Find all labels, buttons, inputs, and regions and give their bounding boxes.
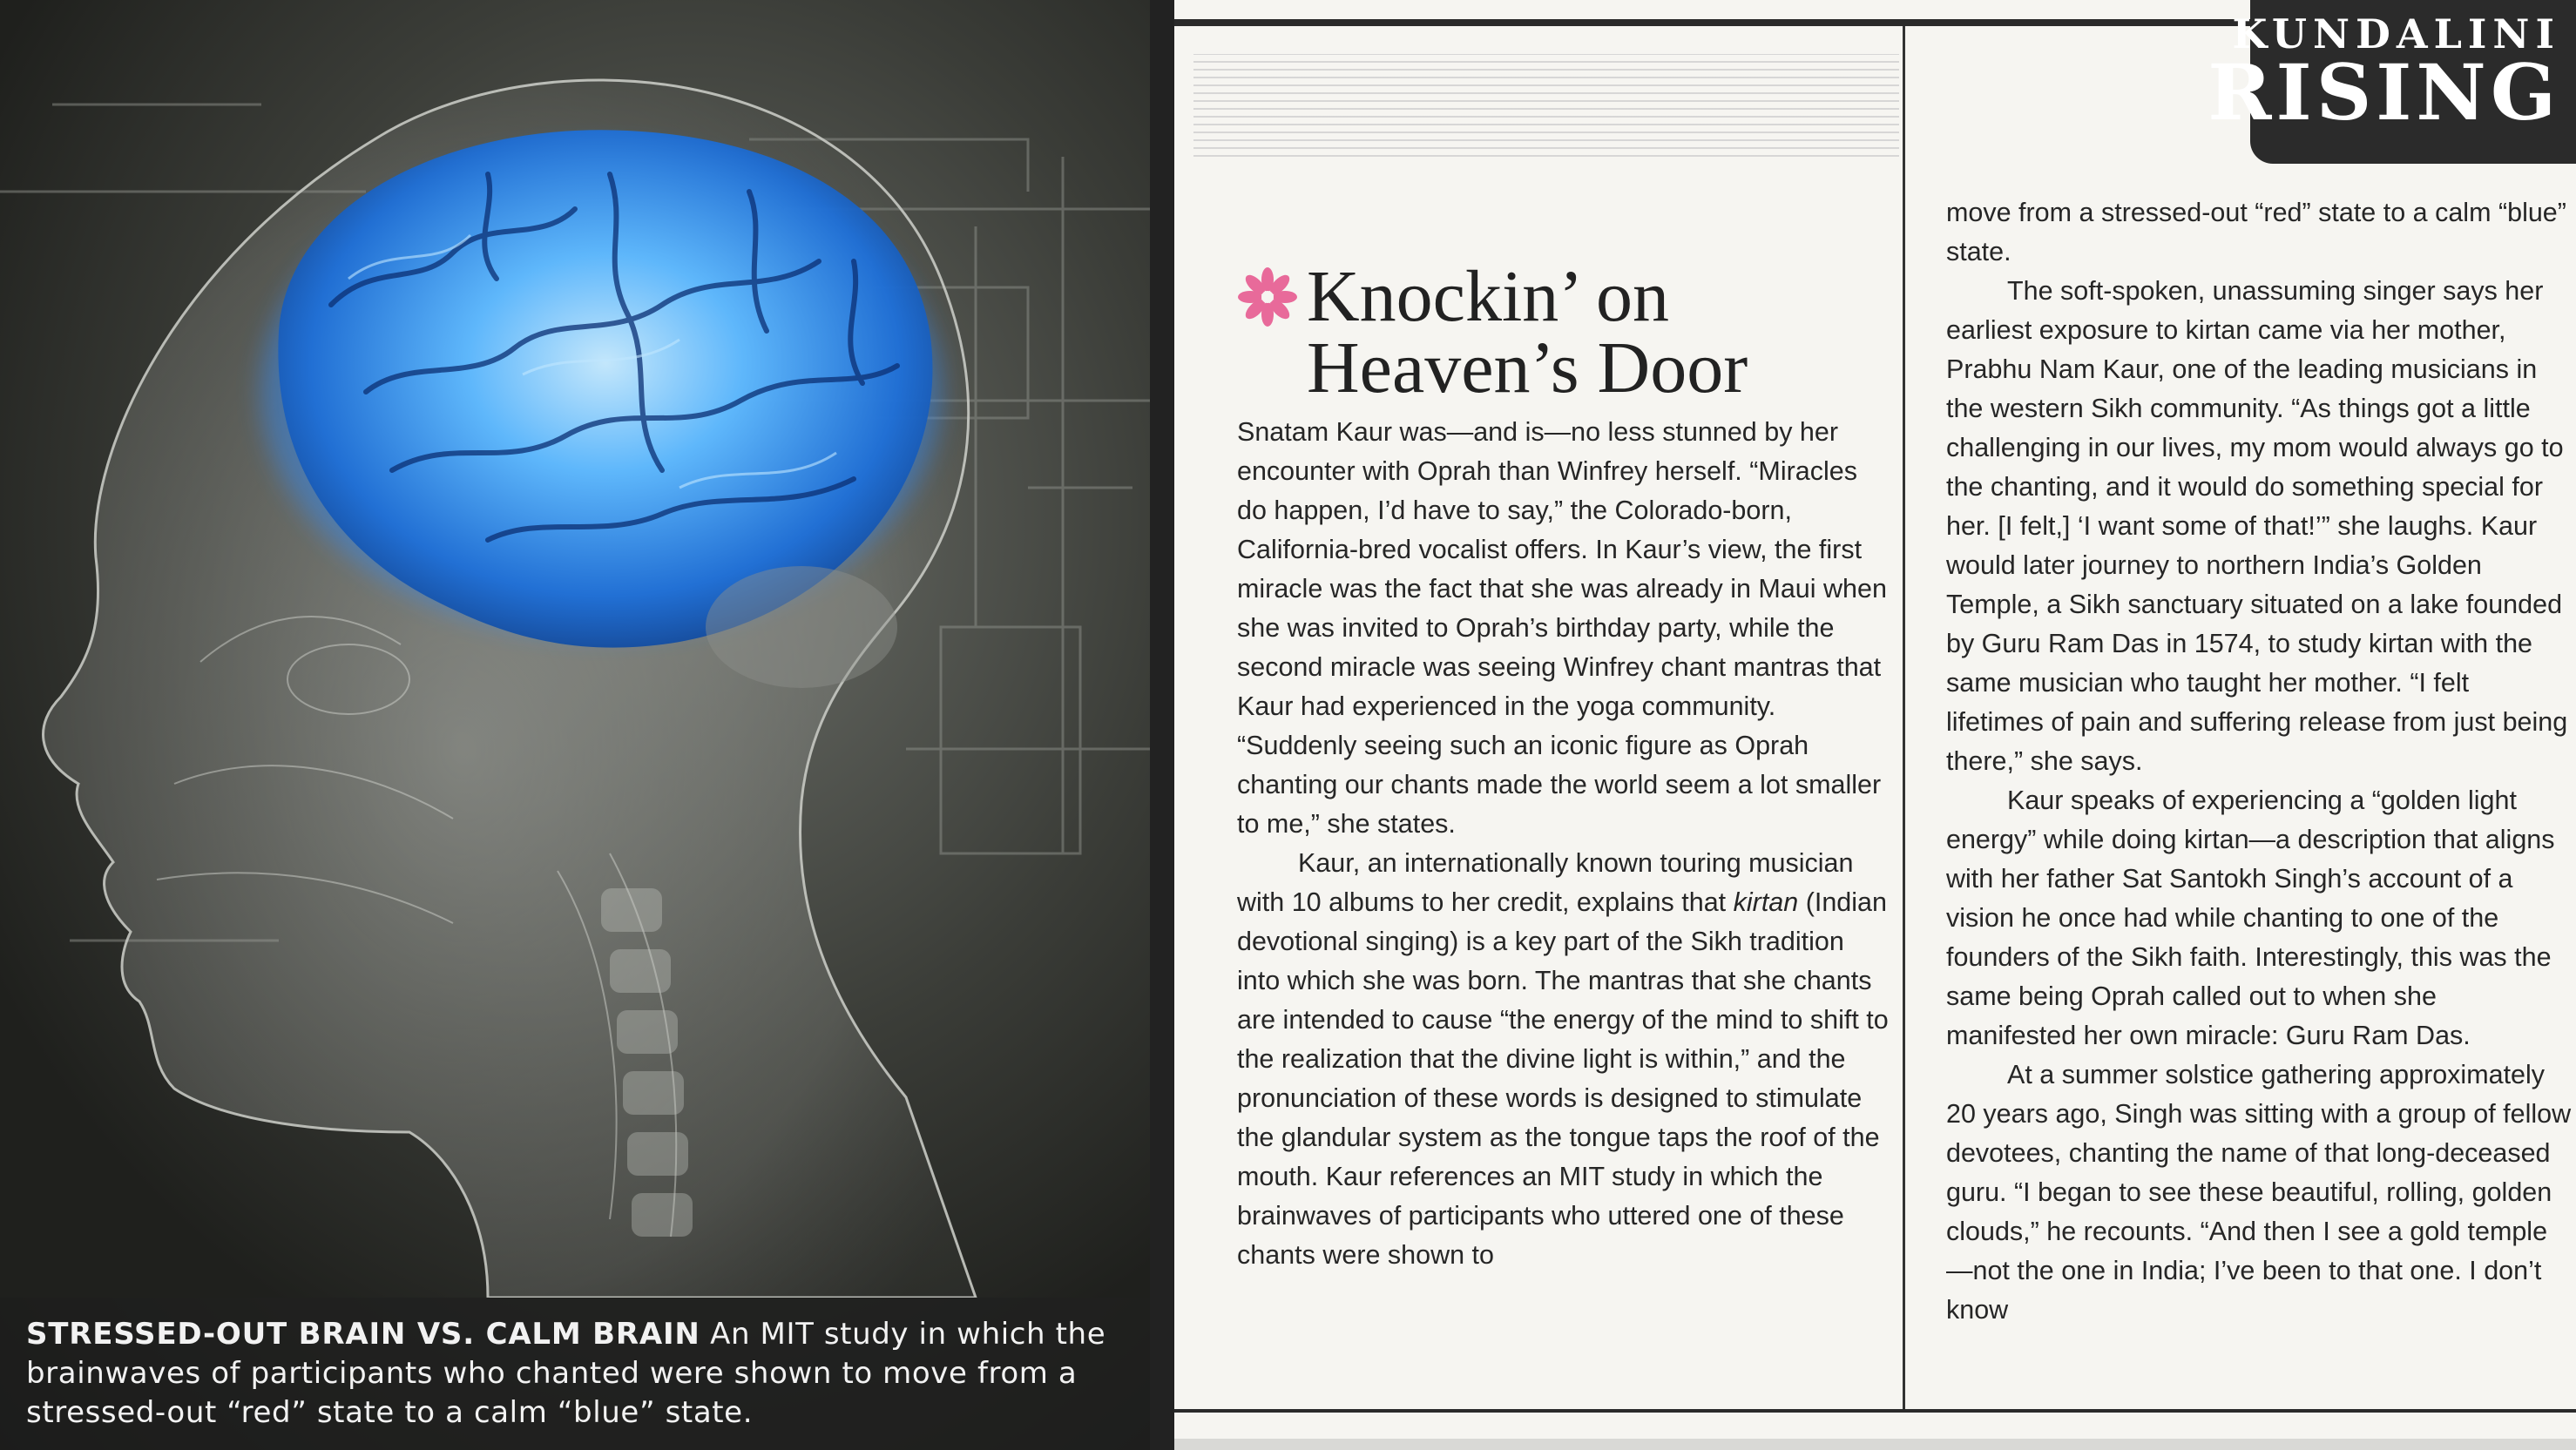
brain-photo [0,0,1150,1450]
col2-paragraph-3: Kaur speaks of experiencing a “golden light energy” while doing kirtan—a description that aligns with her father Sat Santokh Singh’s account of a vision he once had while chanting to one of the founders of the Sikh faith. Interestingly, this was the same being Oprah called out to when she manifested her own miracle: Guru Ram Das. [1946,786,2555,1050]
photo-caption [0,1298,1150,1450]
caption-body: An MIT study in which the brainwaves of participants who chanted were shown to move from a stressed-out “red” state to a calm “blue” state. [26,1317,1106,1430]
bottom-rule [1174,1409,2576,1413]
article-column-1 [1237,413,1892,1275]
col2-paragraph-1: move from a stressed-out “red” state to a calm “blue” state. [1946,198,2566,266]
col1-paragraph-2 [1237,844,1892,1275]
caption-heading: STRESSED-OUT BRAIN VS. CALM BRAIN [26,1317,700,1352]
article-page [1174,0,2576,1450]
column-divider [1903,26,1905,1411]
decorative-hatch [1193,54,1899,157]
section-tab-line2: RISING [2208,47,2560,138]
col2-paragraph-4: At a summer solstice gathering approximately 20 years ago, Singh was sitting with a group of fellow devotees, chanting the name of that long-deceased guru. “I began to see these beautiful, rolling, golden clouds,” he recounts. “And then I see a gold temple—not the one in India; I’ve been to that one. I don’t know [1946,1060,2572,1325]
col2-paragraph-2: The soft-spoken, unassuming singer says her earliest exposure to kirtan came via her mother, Prabhu Nam Kaur, one of the leading musicians in the western Sikh community. “As things got a little challenging in our lives, my mom would always go to the chanting, and it would do something special for her. [I felt,] ‘I want some of that!’” she laughs. Kaur would later journey to northern India’s Golden Temple, a Sikh sanctuary situated on a lake founded by Guru Ram Das in 1574, to study kirtan with the same musician who taught her mother. “I felt lifetimes of pain and suffering release from just being there,” she says. [1946,276,2568,776]
bottom-margin [1174,1439,2576,1450]
section-tab [2208,0,2576,164]
title-line-2: Heaven’s Door [1307,327,1748,408]
caption-text [26,1315,1124,1433]
title-line-1: Knockin’ on [1307,256,1670,337]
brain-scan-head-icon [0,0,1150,1298]
kirtan-term: kirtan [1733,887,1799,917]
article-headline [1237,256,1899,408]
article-title [1237,256,1899,408]
col1-paragraph-1: Snatam Kaur was—and is—no less stunned by her encounter with Oprah than Winfrey herself. “Miracles do happen, I’d have to say,” the Colorado-born, California-bred vocalist offers. In Kaur’s view, the first miracle was the fact that she was already in Maui when she was invited to Oprah’s birthday party, while the second miracle was seeing Winfrey chant mantras that Kaur had experienced in the yoga community. “Suddenly seeing such an iconic figure as Oprah chanting our chants made the world seem a lot smaller to me,” she states. [1237,417,1887,839]
lotus-flower-icon [1237,266,1298,327]
section-tab-line1: KUNDALINI [2232,10,2560,57]
article-column-2 [1946,193,2573,1330]
col1-p2-end: (Indian devotional singing) is a key part of the Sikh tradition into which she was born. The mantras that she chants are intended to cause “the energy of the mind to shift to the realization that the divine light is within,” and the pronunciation of these words is designed to stimulate the glandular system as the tongue taps the roof of the mouth. Kaur references an MIT study in which the brainwaves of participants who uttered one of these chants were shown to [1237,887,1889,1270]
col1-p2-start: Kaur, an internationally known touring musician with 10 albums to her credit, explains that [1237,848,1854,917]
page-gutter [1150,0,1174,1450]
